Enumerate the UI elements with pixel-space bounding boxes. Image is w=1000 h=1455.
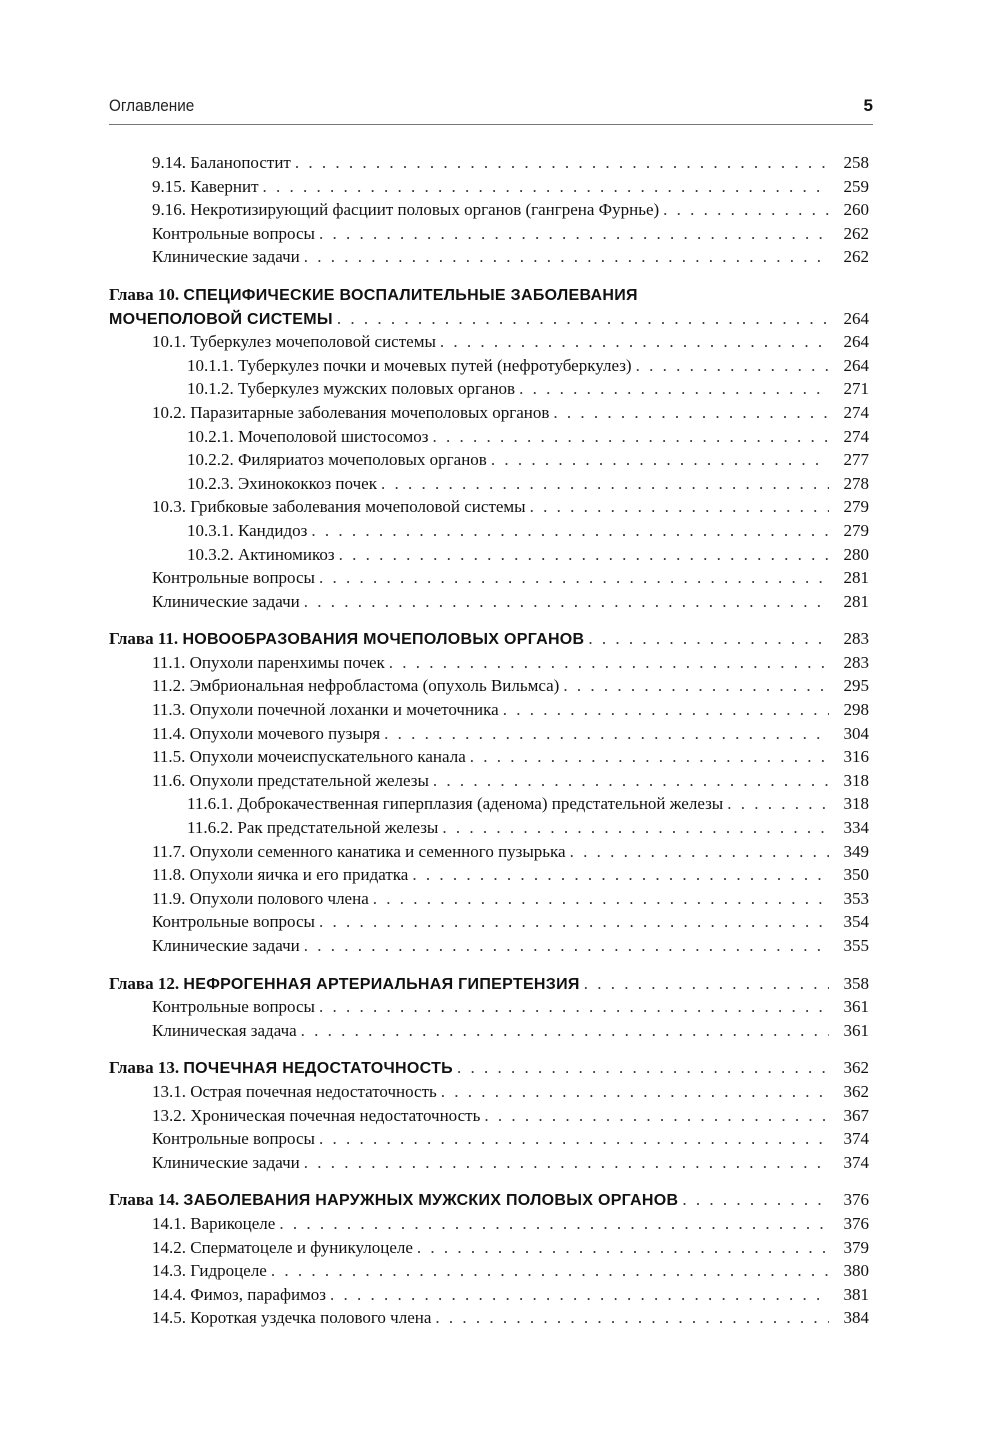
chapter-entry[interactable] bbox=[109, 972, 869, 996]
toc-entry-page: 283 bbox=[843, 652, 869, 672]
toc-entry[interactable] bbox=[109, 1151, 869, 1175]
toc-entry-title: 11.2. Эмбриональная нефробластома (опухоль Вильмса) bbox=[152, 676, 560, 696]
toc-entry-page: 318 bbox=[843, 794, 869, 814]
chapter-title-cont: МОЧЕПОЛОВОЙ СИСТЕМЫ bbox=[109, 310, 333, 328]
chapter-title: ЗАБОЛЕВАНИЯ НАРУЖНЫХ МУЖСКИХ ПОЛОВЫХ ОРГАНОВ bbox=[183, 1192, 679, 1210]
dot-leader bbox=[319, 566, 829, 590]
dot-leader bbox=[304, 245, 829, 269]
dot-leader bbox=[304, 1151, 829, 1175]
chapter-heading bbox=[109, 627, 584, 652]
toc-entry-page: 380 bbox=[843, 1261, 869, 1281]
chapter-prefix: Глава 11. bbox=[109, 629, 183, 649]
chapter-entry[interactable] bbox=[109, 627, 869, 651]
toc-entry-page: 376 bbox=[843, 1213, 869, 1233]
chapter-heading bbox=[109, 972, 580, 997]
toc-entry-page: 353 bbox=[843, 888, 869, 908]
toc-entry-page: 259 bbox=[843, 176, 869, 196]
toc-entry[interactable] bbox=[109, 377, 869, 401]
dot-leader bbox=[435, 1306, 829, 1330]
toc-entry[interactable] bbox=[109, 543, 869, 567]
toc-entry-title: 9.15. Кавернит bbox=[152, 176, 259, 196]
toc-entry-page: 318 bbox=[843, 770, 869, 790]
toc-entry[interactable] bbox=[109, 816, 869, 840]
toc-entry[interactable] bbox=[109, 401, 869, 425]
chapter-heading bbox=[109, 1188, 678, 1213]
dot-leader bbox=[295, 151, 829, 175]
toc-entry-title: 13.1. Острая почечная недостаточность bbox=[152, 1081, 437, 1101]
toc-entry[interactable] bbox=[109, 745, 869, 769]
toc-entry-title: 10.2.1. Мочеполовой шистосомоз bbox=[187, 426, 429, 446]
toc-entry[interactable] bbox=[109, 1259, 869, 1283]
toc-entry[interactable] bbox=[109, 995, 869, 1019]
dot-leader bbox=[417, 1236, 829, 1260]
toc-entry-page: 379 bbox=[843, 1237, 869, 1257]
toc-entry[interactable] bbox=[109, 863, 869, 887]
toc-entry-title: 14.4. Фимоз, парафимоз bbox=[152, 1284, 327, 1304]
toc-entry[interactable] bbox=[109, 1104, 869, 1128]
toc-entry-page: 279 bbox=[843, 497, 869, 517]
toc-entry-title: 10.2.3. Эхинококкоз почек bbox=[187, 473, 377, 493]
dot-leader bbox=[457, 1056, 829, 1080]
toc-entry-page: 271 bbox=[843, 379, 869, 399]
chapter-page: 362 bbox=[843, 1058, 869, 1078]
toc-entry-title: 9.16. Некротизирующий фасциит половых органов (гангрена Фурнье) bbox=[152, 200, 660, 220]
toc-entry-page: 350 bbox=[843, 865, 869, 885]
toc-entry-title: 11.6. Опухоли предстательной железы bbox=[152, 770, 429, 790]
toc-entry-title: 10.1.2. Туберкулез мужских половых органов bbox=[187, 379, 516, 399]
toc-entry-page: 361 bbox=[843, 997, 869, 1017]
toc-entry-title: 11.3. Опухоли почечной лоханки и мочеточника bbox=[152, 700, 499, 720]
dot-leader bbox=[519, 377, 829, 401]
chapter-prefix: Глава 14. bbox=[109, 1190, 184, 1210]
toc-entry-title: 13.2. Хроническая почечная недостаточность bbox=[152, 1105, 481, 1125]
toc-entry-page: 277 bbox=[843, 450, 869, 470]
toc-entry-title: 10.3.2. Актиномикоз bbox=[187, 544, 335, 564]
toc-entry-page: 295 bbox=[843, 676, 869, 696]
chapter-page: 358 bbox=[843, 973, 869, 993]
dot-leader bbox=[339, 543, 829, 567]
dot-leader bbox=[319, 222, 829, 246]
toc-entry-page: 304 bbox=[843, 723, 869, 743]
toc-entry[interactable] bbox=[109, 448, 869, 472]
toc-entry-page: 362 bbox=[843, 1081, 869, 1101]
dot-leader bbox=[304, 590, 829, 614]
dot-leader bbox=[553, 401, 829, 425]
section-gap bbox=[109, 613, 869, 627]
toc-entry[interactable] bbox=[109, 698, 869, 722]
toc-entry-title: 11.4. Опухоли мочевого пузыря bbox=[152, 723, 381, 743]
page-number: 5 bbox=[863, 96, 873, 115]
toc-entry[interactable] bbox=[109, 354, 869, 378]
toc-entry-page: 361 bbox=[843, 1020, 869, 1040]
dot-leader bbox=[389, 651, 829, 675]
dot-leader bbox=[470, 745, 829, 769]
toc-entry-title: 9.14. Баланопостит bbox=[152, 153, 291, 172]
running-title: Оглавление bbox=[109, 96, 195, 115]
dot-leader bbox=[441, 1080, 829, 1104]
toc-entry-title: 10.1.1. Туберкулез почки и мочевых путей (нефротуберкулез) bbox=[187, 355, 632, 375]
toc-entry-page: 374 bbox=[843, 1129, 869, 1149]
toc-entry[interactable] bbox=[109, 198, 869, 222]
section-gap bbox=[109, 958, 869, 972]
toc-entry[interactable] bbox=[109, 519, 869, 543]
toc-entry[interactable] bbox=[109, 472, 869, 496]
dot-leader bbox=[337, 307, 829, 331]
chapter-title: ПОЧЕЧНАЯ НЕДОСТАТОЧНОСТЬ bbox=[183, 1060, 453, 1078]
toc-entry-title: 11.6.2. Рак предстательной железы bbox=[187, 818, 439, 838]
toc-entry-page: 262 bbox=[843, 247, 869, 267]
toc-entry-page: 278 bbox=[843, 473, 869, 493]
toc-entry-page: 384 bbox=[843, 1308, 869, 1328]
toc-entry-page: 298 bbox=[843, 700, 869, 720]
toc-entry-title: 14.1. Варикоцеле bbox=[152, 1213, 276, 1233]
toc-entry-page: 264 bbox=[843, 332, 869, 352]
dot-leader bbox=[491, 448, 829, 472]
page-header bbox=[109, 96, 873, 124]
toc-entry[interactable] bbox=[109, 651, 869, 675]
toc-entry[interactable] bbox=[109, 1019, 869, 1043]
toc-entry-page: 274 bbox=[843, 402, 869, 422]
toc-entry-page: 355 bbox=[843, 936, 869, 955]
dot-leader bbox=[440, 330, 829, 354]
chapter-page: 283 bbox=[843, 629, 869, 649]
toc-entry[interactable] bbox=[109, 1306, 869, 1330]
toc-entry-title: 10.3. Грибковые заболевания мочеполовой системы bbox=[152, 497, 526, 517]
dot-leader bbox=[570, 840, 829, 864]
dot-leader bbox=[530, 495, 829, 519]
toc-entry[interactable] bbox=[109, 1127, 869, 1151]
toc-entry-title: 11.6.1. Доброкачественная гиперплазия (аденома) предстательной железы bbox=[187, 794, 724, 814]
toc-entry-title: 10.2.2. Филяриатоз мочеполовых органов bbox=[187, 450, 487, 470]
toc-entry[interactable] bbox=[109, 1283, 869, 1307]
toc-entry-title: 14.2. Сперматоцеле и фуникулоцеле bbox=[152, 1237, 413, 1257]
dot-leader bbox=[682, 1188, 829, 1212]
toc-entry[interactable] bbox=[109, 769, 869, 793]
chapter-title: НОВООБРАЗОВАНИЯ МОЧЕПОЛОВЫХ ОРГАНОВ bbox=[182, 631, 585, 649]
chapter-entry[interactable] bbox=[109, 1056, 869, 1080]
dot-leader bbox=[311, 519, 829, 543]
dot-leader bbox=[727, 792, 829, 816]
toc-entry-title: Клиническая задача bbox=[152, 1020, 297, 1040]
toc-entry-page: 281 bbox=[843, 568, 869, 588]
dot-leader bbox=[263, 175, 829, 199]
header-divider bbox=[109, 124, 873, 125]
chapter-prefix: Глава 10. bbox=[109, 284, 184, 304]
toc-entry[interactable] bbox=[109, 674, 869, 698]
toc-entry[interactable] bbox=[109, 245, 869, 269]
dot-leader bbox=[636, 354, 829, 378]
dot-leader bbox=[384, 722, 829, 746]
chapter-title: НЕФРОГЕННАЯ АРТЕРИАЛЬНАЯ ГИПЕРТЕНЗИЯ bbox=[183, 975, 580, 993]
chapter-page: 376 bbox=[843, 1190, 869, 1210]
dot-leader bbox=[563, 674, 829, 698]
toc-entry-title: 14.5. Короткая уздечка полового члена bbox=[152, 1308, 432, 1328]
toc-entry[interactable] bbox=[109, 1212, 869, 1236]
toc-entry-title: Клинические задачи bbox=[152, 247, 300, 267]
dot-leader bbox=[319, 1127, 829, 1151]
chapter-title: СПЕЦИФИЧЕСКИЕ ВОСПАЛИТЕЛЬНЫЕ ЗАБОЛЕВАНИЯ bbox=[183, 286, 638, 304]
toc-entry-page: 374 bbox=[843, 1152, 869, 1172]
toc-entry-page: 274 bbox=[843, 426, 869, 446]
toc-entry[interactable] bbox=[109, 910, 869, 934]
toc-entry-title: Контрольные вопросы bbox=[152, 568, 315, 588]
dot-leader bbox=[301, 1019, 829, 1043]
toc-entry[interactable] bbox=[109, 222, 869, 246]
dot-leader bbox=[381, 472, 829, 496]
toc-entry-title: 10.3.1. Кандидоз bbox=[187, 520, 308, 540]
chapter-prefix: Глава 13. bbox=[109, 1058, 184, 1078]
toc-entry-title: Контрольные вопросы bbox=[152, 912, 315, 932]
chapter-prefix: Глава 12. bbox=[109, 973, 184, 993]
section-gap bbox=[109, 1042, 869, 1056]
toc-entry[interactable] bbox=[109, 1080, 869, 1104]
toc-entry-page: 260 bbox=[843, 200, 869, 220]
toc-entry-page: 367 bbox=[843, 1105, 869, 1125]
toc-entry[interactable] bbox=[109, 1236, 869, 1260]
toc-entry[interactable] bbox=[109, 495, 869, 519]
toc-entry-page: 381 bbox=[843, 1284, 869, 1304]
toc-entry[interactable] bbox=[109, 175, 869, 199]
toc-entry-title: Контрольные вопросы bbox=[152, 223, 315, 243]
table-of-contents bbox=[109, 151, 869, 1330]
toc-entry[interactable] bbox=[109, 566, 869, 590]
toc-entry[interactable] bbox=[109, 425, 869, 449]
chapter-entry[interactable] bbox=[109, 307, 869, 331]
toc-entry-title: Клинические задачи bbox=[152, 1152, 300, 1172]
toc-entry[interactable] bbox=[109, 330, 869, 354]
dot-leader bbox=[584, 972, 829, 996]
toc-entry[interactable] bbox=[109, 840, 869, 864]
dot-leader bbox=[319, 995, 829, 1019]
toc-entry-title: Контрольные вопросы bbox=[152, 997, 315, 1017]
dot-leader bbox=[319, 910, 829, 934]
toc-entry[interactable] bbox=[109, 590, 869, 614]
dot-leader bbox=[433, 425, 829, 449]
toc-entry-title: 11.1. Опухоли паренхимы почек bbox=[152, 652, 385, 672]
dot-leader bbox=[588, 627, 829, 651]
dot-leader bbox=[433, 769, 829, 793]
toc-entry-title: 11.9. Опухоли полового члена bbox=[152, 888, 369, 908]
dot-leader bbox=[442, 816, 829, 840]
toc-entry[interactable] bbox=[109, 934, 869, 958]
toc-entry[interactable] bbox=[109, 151, 869, 175]
chapter-entry[interactable] bbox=[109, 1188, 869, 1212]
toc-entry-page: 258 bbox=[843, 153, 869, 172]
toc-entry-title: 11.5. Опухоли мочеиспускательного канала bbox=[152, 747, 466, 767]
toc-entry-title: Клинические задачи bbox=[152, 591, 300, 611]
toc-entry-title: 11.8. Опухоли яичка и его придатка bbox=[152, 865, 409, 885]
toc-entry-title: 10.1. Туберкулез мочеполовой системы bbox=[152, 332, 436, 352]
chapter-heading-line bbox=[109, 283, 869, 307]
section-gap bbox=[109, 1174, 869, 1188]
chapter-page: 264 bbox=[843, 308, 869, 328]
toc-entry-page: 349 bbox=[843, 841, 869, 861]
toc-entry-title: Контрольные вопросы bbox=[152, 1129, 315, 1149]
dot-leader bbox=[373, 887, 829, 911]
toc-entry[interactable] bbox=[109, 887, 869, 911]
toc-entry-title: 14.3. Гидроцеле bbox=[152, 1261, 267, 1281]
toc-entry[interactable] bbox=[109, 792, 869, 816]
dot-leader bbox=[484, 1104, 829, 1128]
toc-entry-page: 262 bbox=[843, 223, 869, 243]
dot-leader bbox=[271, 1259, 829, 1283]
dot-leader bbox=[304, 934, 829, 958]
dot-leader bbox=[279, 1212, 829, 1236]
toc-entry-page: 264 bbox=[843, 355, 869, 375]
toc-entry-title: 10.2. Паразитарные заболевания мочеполовых органов bbox=[152, 402, 550, 422]
dot-leader bbox=[412, 863, 829, 887]
dot-leader bbox=[330, 1283, 829, 1307]
toc-entry-page: 316 bbox=[843, 747, 869, 767]
toc-entry-page: 354 bbox=[843, 912, 869, 932]
toc-entry-page: 279 bbox=[843, 520, 869, 540]
dot-leader bbox=[663, 198, 829, 222]
toc-entry-page: 281 bbox=[843, 591, 869, 611]
toc-entry-title: Клинические задачи bbox=[152, 936, 300, 955]
chapter-heading bbox=[109, 1056, 453, 1081]
section-gap bbox=[109, 269, 869, 283]
toc-entry-title: 11.7. Опухоли семенного канатика и семенного пузырька bbox=[152, 841, 566, 861]
toc-entry-page: 334 bbox=[843, 818, 869, 838]
toc-entry[interactable] bbox=[109, 722, 869, 746]
dot-leader bbox=[503, 698, 829, 722]
toc-entry-page: 280 bbox=[843, 544, 869, 564]
